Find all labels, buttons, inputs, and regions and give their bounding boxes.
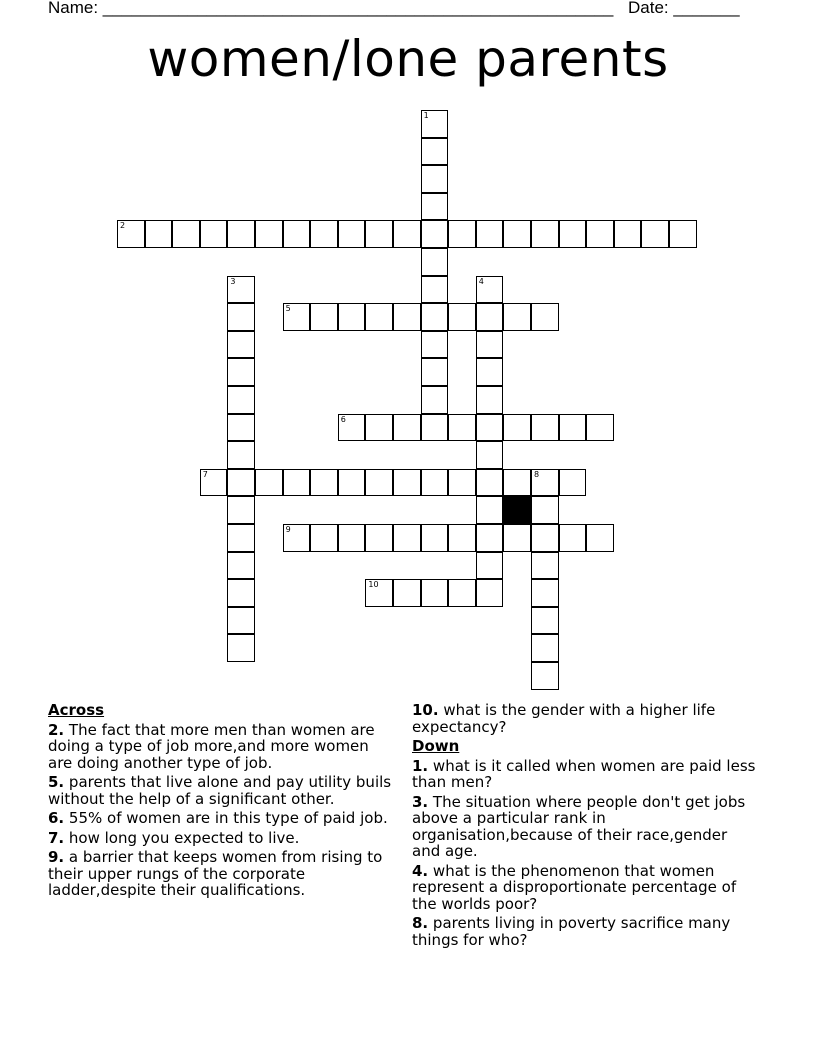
- grid-cell[interactable]: [503, 220, 531, 248]
- grid-cell[interactable]: [393, 469, 421, 497]
- grid-cell[interactable]: [559, 414, 587, 442]
- grid-cell[interactable]: [421, 358, 449, 386]
- grid-cell[interactable]: [476, 496, 504, 524]
- grid-cell[interactable]: [227, 496, 255, 524]
- grid-cell[interactable]: [365, 469, 393, 497]
- clue-across-2: 2. The fact that more men than women are doing a type of job more,and more women are doing another type of job.: [48, 720, 375, 772]
- grid-cell[interactable]: [117, 220, 145, 248]
- grid-cell[interactable]: [227, 303, 255, 331]
- grid-cell[interactable]: [531, 552, 559, 580]
- grid-cell[interactable]: [586, 414, 614, 442]
- cell-number: 3: [230, 276, 236, 286]
- grid-cell[interactable]: [503, 303, 531, 331]
- grid-cell[interactable]: [531, 496, 559, 524]
- grid-cell[interactable]: [559, 220, 587, 248]
- grid-cell[interactable]: [421, 138, 449, 166]
- name-field-label[interactable]: Name: ______________________________________________________: [48, 0, 614, 17]
- grid-cell[interactable]: [227, 220, 255, 248]
- grid-cell[interactable]: [476, 524, 504, 552]
- clue-down-8: 8. parents living in poverty sacrifice many things for who?: [412, 914, 731, 949]
- grid-cell[interactable]: [531, 414, 559, 442]
- grid-cell[interactable]: [476, 358, 504, 386]
- grid-cell[interactable]: [227, 634, 255, 662]
- grid-cell[interactable]: [448, 469, 476, 497]
- grid-cell[interactable]: [476, 220, 504, 248]
- grid-cell[interactable]: [531, 303, 559, 331]
- grid-cell[interactable]: [255, 220, 283, 248]
- clue-across-5: 5. parents that live alone and pay utility buils without the help of a significant other.: [48, 773, 392, 808]
- grid-cell[interactable]: [338, 469, 366, 497]
- clue-across-10: 10. what is the gender with a higher life expectancy?: [412, 701, 716, 736]
- grid-cell[interactable]: [476, 276, 504, 304]
- grid-cell[interactable]: [310, 524, 338, 552]
- grid-cell[interactable]: [421, 110, 449, 138]
- grid-cell[interactable]: [503, 524, 531, 552]
- grid-cell[interactable]: [476, 469, 504, 497]
- grid-cell[interactable]: [586, 524, 614, 552]
- grid-cell[interactable]: [531, 634, 559, 662]
- grid-cell[interactable]: [559, 524, 587, 552]
- clue-across-6: 6. 55% of women are in this type of paid job.: [48, 809, 388, 827]
- grid-cell[interactable]: [338, 303, 366, 331]
- grid-cell[interactable]: [586, 220, 614, 248]
- cell-number: 10: [368, 580, 379, 590]
- grid-cell[interactable]: [421, 276, 449, 304]
- grid-cell[interactable]: [531, 579, 559, 607]
- grid-cell[interactable]: [421, 165, 449, 193]
- grid-cell[interactable]: [338, 524, 366, 552]
- grid-cell[interactable]: [393, 303, 421, 331]
- grid-cell[interactable]: [421, 524, 449, 552]
- grid-cell[interactable]: [200, 469, 228, 497]
- clues-right-column: [412, 702, 757, 951]
- clue-across-9: 9. a barrier that keeps women from rising to their upper rungs of the corporate ladder,despite their qualifications.: [48, 848, 383, 899]
- grid-cell[interactable]: [448, 524, 476, 552]
- grid-cell[interactable]: [227, 358, 255, 386]
- grid-cell[interactable]: [227, 276, 255, 304]
- grid-cell[interactable]: [421, 193, 449, 221]
- grid-cell[interactable]: [421, 220, 449, 248]
- grid-cell[interactable]: [200, 220, 228, 248]
- grid-cell[interactable]: [476, 303, 504, 331]
- grid-cell[interactable]: [503, 469, 531, 497]
- grid-cell[interactable]: [227, 579, 255, 607]
- grid-cell[interactable]: [227, 414, 255, 442]
- grid-cell[interactable]: [448, 414, 476, 442]
- grid-block: [503, 496, 531, 524]
- grid-cell[interactable]: [476, 386, 504, 414]
- grid-cell[interactable]: [641, 220, 669, 248]
- grid-cell[interactable]: [476, 331, 504, 359]
- grid-cell[interactable]: [421, 303, 449, 331]
- grid-cell[interactable]: [365, 579, 393, 607]
- grid-cell[interactable]: [283, 469, 311, 497]
- cell-number: 8: [534, 469, 540, 479]
- down-heading: Down: [412, 737, 460, 755]
- grid-cell[interactable]: [421, 469, 449, 497]
- grid-cell[interactable]: [365, 414, 393, 442]
- grid-cell[interactable]: [227, 469, 255, 497]
- clue-down-4: 4. what is the phenomenon that women represent a disproportionate percentage of the worlds poor?: [412, 861, 737, 913]
- grid-cell[interactable]: [421, 331, 449, 359]
- date-field-label[interactable]: Date: _______: [628, 0, 740, 17]
- grid-cell[interactable]: [421, 248, 449, 276]
- grid-cell[interactable]: [531, 662, 559, 690]
- grid-cell[interactable]: [145, 220, 173, 248]
- grid-cell[interactable]: [227, 524, 255, 552]
- grid-cell[interactable]: [393, 524, 421, 552]
- grid-cell[interactable]: [227, 331, 255, 359]
- grid-cell[interactable]: [227, 552, 255, 580]
- grid-cell[interactable]: [310, 220, 338, 248]
- grid-cell[interactable]: [365, 524, 393, 552]
- grid-cell[interactable]: [255, 469, 283, 497]
- across-heading: Across: [48, 701, 105, 719]
- grid-cell[interactable]: [448, 303, 476, 331]
- cell-number: 6: [340, 414, 346, 424]
- cell-number: 5: [285, 304, 291, 314]
- grid-cell[interactable]: [448, 579, 476, 607]
- grid-cell[interactable]: [476, 552, 504, 580]
- grid-cell[interactable]: [421, 386, 449, 414]
- clues-left-column: [48, 702, 393, 902]
- clue-down-1: 1. what is it called when women are paid less than men?: [412, 756, 756, 791]
- grid-cell[interactable]: [421, 414, 449, 442]
- grid-cell[interactable]: [283, 220, 311, 248]
- grid-cell[interactable]: [283, 524, 311, 552]
- grid-cell[interactable]: [172, 220, 200, 248]
- grid-cell[interactable]: [227, 441, 255, 469]
- grid-cell[interactable]: [531, 524, 559, 552]
- cell-number: 4: [478, 276, 484, 286]
- grid-cell[interactable]: [669, 220, 697, 248]
- grid-cell[interactable]: [393, 579, 421, 607]
- grid-cell[interactable]: [310, 469, 338, 497]
- cell-number: 1: [423, 111, 429, 120]
- clue-across-7: 7. how long you expected to live.: [48, 828, 300, 847]
- cell-number: 7: [202, 469, 208, 479]
- grid-cell[interactable]: [393, 220, 421, 248]
- grid-cell[interactable]: [476, 414, 504, 442]
- grid-cell[interactable]: [614, 220, 642, 248]
- grid-cell[interactable]: [227, 386, 255, 414]
- clue-down-3: 3. The situation where people don't get jobs above a particular rank in organisation,because of their race,gender and age.: [412, 792, 746, 860]
- grid-cell[interactable]: [227, 607, 255, 635]
- grid-cell[interactable]: [421, 579, 449, 607]
- grid-cell[interactable]: [283, 303, 311, 331]
- grid-cell[interactable]: [559, 469, 587, 497]
- grid-cell[interactable]: [531, 220, 559, 248]
- grid-cell[interactable]: [365, 303, 393, 331]
- grid-cell[interactable]: [476, 579, 504, 607]
- grid-cell[interactable]: [365, 220, 393, 248]
- grid-cell[interactable]: [393, 414, 421, 442]
- grid-cell[interactable]: [310, 303, 338, 331]
- grid-cell[interactable]: [448, 220, 476, 248]
- grid-cell[interactable]: [338, 220, 366, 248]
- cell-number: 9: [285, 525, 291, 534]
- grid-cell[interactable]: [531, 607, 559, 635]
- grid-cell[interactable]: [531, 469, 559, 497]
- puzzle-title: women/lone parents: [147, 30, 669, 88]
- grid-cell[interactable]: [476, 441, 504, 469]
- cell-number: 2: [120, 221, 126, 231]
- grid-cell[interactable]: [338, 414, 366, 442]
- grid-cell[interactable]: [503, 414, 531, 442]
